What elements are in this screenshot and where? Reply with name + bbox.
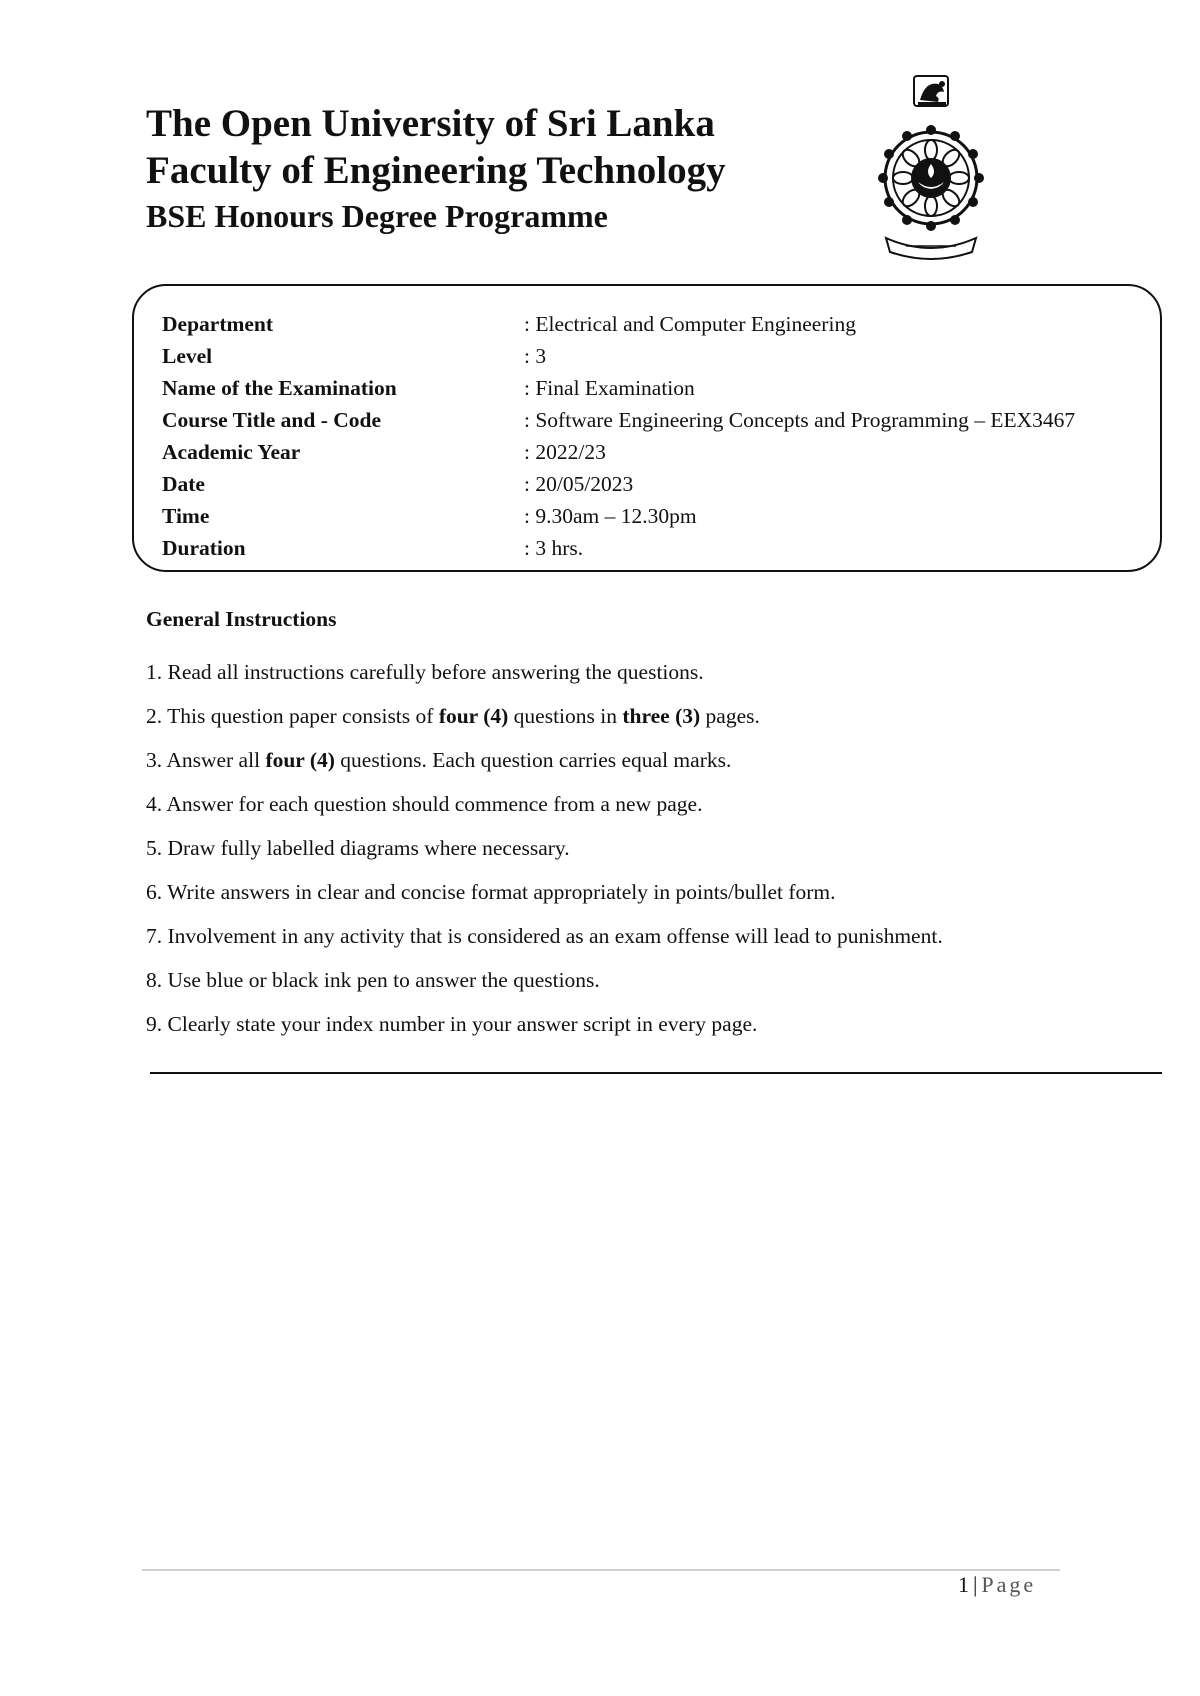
detail-label: Level (162, 344, 213, 368)
detail-value: : Final Examination (524, 376, 695, 400)
detail-label: Department (162, 312, 274, 336)
document-header (146, 104, 726, 232)
instruction-item-2 (146, 701, 760, 731)
page-number: 1 (958, 1572, 969, 1597)
instruction-text: 4. Answer for each question should commence from a new page. (146, 792, 703, 816)
university-crest-logo (876, 70, 986, 260)
instruction-text: questions. Each question carries equal marks. (334, 748, 732, 772)
instruction-item-9 (146, 1009, 757, 1039)
footer-divider (142, 1569, 1060, 1571)
instruction-text: questions in (508, 704, 623, 728)
university-name: The Open University of Sri Lanka (146, 102, 715, 145)
instruction-item-7 (146, 921, 943, 951)
instruction-text: 2. This question paper consists of (146, 704, 439, 728)
instruction-text: 9. Clearly state your index number in your answer script in every page. (146, 1012, 758, 1036)
detail-value: : 2022/23 (524, 440, 606, 464)
page-word: Page (981, 1572, 1037, 1597)
instruction-text: 1. Read all instructions carefully before answering the questions. (146, 660, 704, 684)
instruction-bold: four (4) (265, 748, 335, 772)
instruction-text: 7. Involvement in any activity that is considered as an exam offense will lead to punishment. (146, 924, 943, 948)
detail-label: Duration (162, 536, 246, 560)
instruction-text: pages. (700, 704, 760, 728)
detail-value: : 3 hrs. (524, 536, 584, 560)
detail-value: : 9.30am – 12.30pm (524, 504, 697, 528)
instruction-bold: three (3) (622, 704, 701, 728)
page-footer (958, 1572, 1036, 1598)
instruction-item-3 (146, 745, 731, 775)
detail-label: Name of the Examination (162, 376, 397, 400)
detail-value: : 3 (524, 344, 547, 368)
instruction-item-8 (146, 965, 600, 995)
instructions-heading: General Instructions (146, 607, 337, 631)
detail-label: Time (162, 504, 210, 528)
instruction-text: 6. Write answers in clear and concise format appropriately in points/bullet form. (146, 880, 836, 904)
instruction-bold: four (4) (438, 704, 509, 728)
instruction-text: 3. Answer all (146, 748, 266, 772)
instruction-text: 8. Use blue or black ink pen to answer the questions. (146, 968, 600, 992)
programme-name: BSE Honours Degree Programme (146, 198, 608, 234)
detail-label: Academic Year (162, 440, 301, 464)
footer-separator: | (973, 1572, 978, 1597)
detail-value: : 20/05/2023 (524, 472, 634, 496)
detail-label: Date (162, 472, 205, 496)
detail-value: : Software Engineering Concepts and Programming – EEX3467 (524, 408, 1076, 432)
detail-value: : Electrical and Computer Engineering (524, 312, 856, 336)
instruction-item-1 (146, 657, 704, 687)
faculty-name: Faculty of Engineering Technology (146, 149, 726, 192)
instruction-item-6 (146, 877, 836, 907)
section-divider (150, 1072, 1162, 1074)
instruction-item-5 (146, 833, 570, 863)
instruction-text: 5. Draw fully labelled diagrams where necessary. (146, 836, 570, 860)
instruction-item-4 (146, 789, 702, 819)
detail-label: Course Title and - Code (162, 408, 381, 432)
